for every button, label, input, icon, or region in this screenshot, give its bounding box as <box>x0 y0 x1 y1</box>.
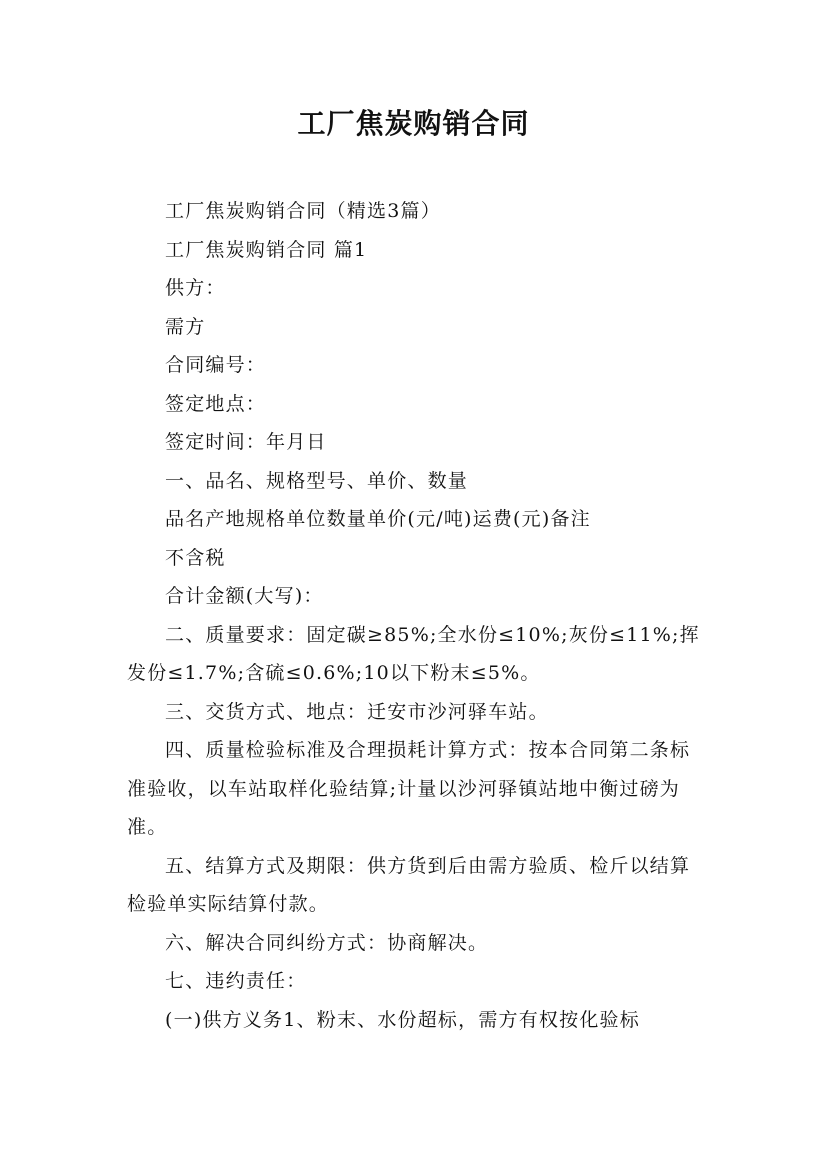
paragraph-signing-date: 签定时间：年月日 <box>165 431 327 453</box>
paragraph-total-amount: 合计金额(大写)： <box>165 585 324 607</box>
paragraph-buyer: 需方 <box>165 315 206 338</box>
paragraph-clause-2: 二、质量要求：固定碳≥85%;全水份≤10%;灰份≤11%;挥发份≤1.7%;含硫≤0.6%;10以下粉末≤5%。 <box>127 623 700 684</box>
paragraph-section-heading: 工厂焦炭购销合同 篇1 <box>165 238 368 261</box>
paragraph-signing-place: 签定地点： <box>165 392 267 415</box>
paragraph-supplier-obligation: (一)供方义务1、粉末、水份超标，需方有权按化验标 <box>165 1008 640 1031</box>
document-body <box>127 192 707 1039</box>
paragraph-product-table-header: 品名产地规格单位数量单价(元/吨)运费(元)备注 <box>165 508 591 530</box>
paragraph-tax-note: 不含税 <box>165 546 226 569</box>
paragraph-clause-7: 七、违约责任： <box>165 970 307 992</box>
document-title: 工厂焦炭购销合同 <box>297 107 530 140</box>
paragraph-clause-6: 六、解决合同纠纷方式：协商解决。 <box>165 931 489 954</box>
paragraph-clause-3: 三、交货方式、地点：迁安市沙河驿车站。 <box>165 700 549 723</box>
paragraph-subtitle: 工厂焦炭购销合同（精选3篇） <box>165 200 441 222</box>
paragraph-clause-1: 一、品名、规格型号、单价、数量 <box>165 469 469 492</box>
paragraph-clause-4: 四、质量检验标准及合理损耗计算方式：按本合同第二条标准验收，以车站取样化验结算;计量以沙河驿镇站地中衡过磅为准。 <box>127 739 691 838</box>
paragraph-supplier: 供方： <box>165 277 226 299</box>
paragraph-contract-number: 合同编号： <box>165 354 267 376</box>
paragraph-clause-5: 五、结算方式及期限：供方货到后由需方验质、检斤以结算检验单实际结算付款。 <box>127 854 691 915</box>
